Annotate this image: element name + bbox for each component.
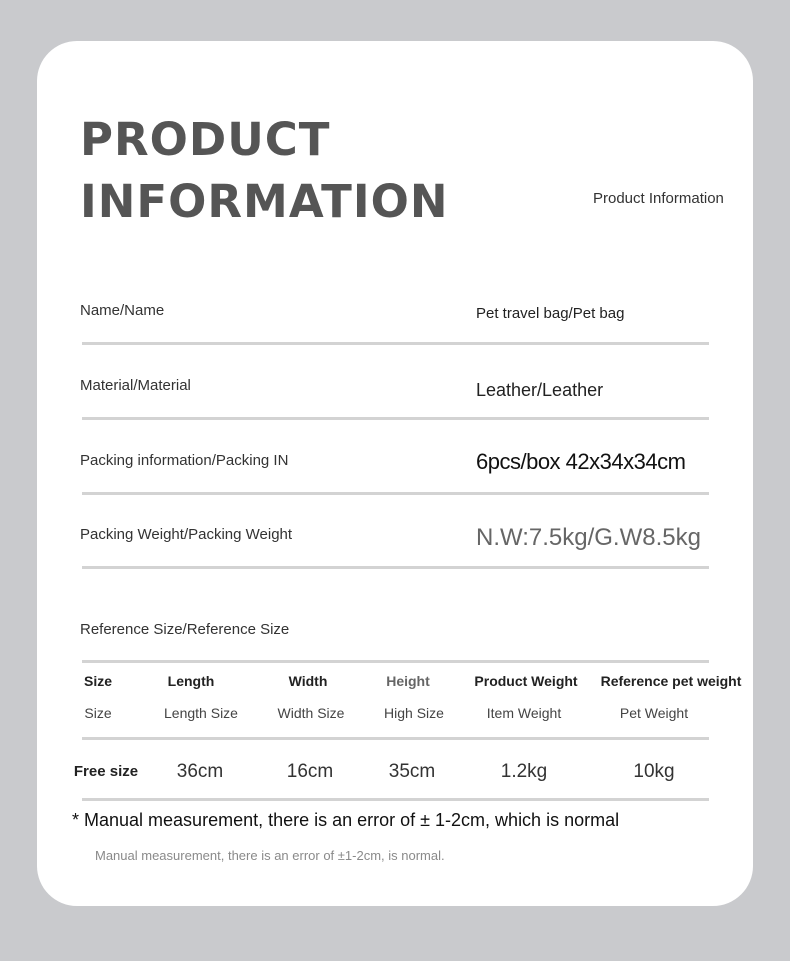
col-subheader-length: Length Size <box>164 705 238 721</box>
col-header-product-weight: Product Weight <box>474 673 578 689</box>
cell-product-weight: 1.2kg <box>500 761 548 782</box>
cell-length: 36cm <box>176 761 224 782</box>
col-header-size: Size <box>83 673 113 689</box>
title-line-1: PRODUCT <box>80 113 331 166</box>
measurement-note-sub: Manual measurement, there is an error of ±1-2cm, is normal. <box>95 848 445 863</box>
page-subtitle: Product Information <box>593 190 724 207</box>
reference-size-label: Reference Size/Reference Size <box>80 621 290 638</box>
material-value: Leather/Leather <box>476 380 604 400</box>
col-header-height: Height <box>386 673 430 689</box>
col-subheader-width: Width Size <box>277 705 345 721</box>
measurement-note: * Manual measurement, there is an error of ± 1-2cm, which is normal <box>72 810 620 830</box>
table-bottom-rule <box>82 798 709 801</box>
material-label: Material/Material <box>80 377 191 394</box>
table-header-rule <box>82 737 709 740</box>
col-subheader-height: High Size <box>384 705 444 721</box>
cell-size: Free size <box>73 763 139 780</box>
name-value: Pet travel bag/Pet bag <box>476 305 625 322</box>
packing-weight-value: N.W:7.5kg/G.W8.5kg <box>476 524 701 551</box>
col-header-pet-weight: Reference pet weight <box>600 673 742 689</box>
cell-height: 35cm <box>388 761 436 782</box>
title-line-2: INFORMATION <box>80 175 449 228</box>
col-header-length: Length <box>167 673 215 689</box>
packing-weight-label: Packing Weight/Packing Weight <box>80 526 293 543</box>
row-divider <box>82 417 709 420</box>
name-label: Name/Name <box>80 302 165 319</box>
col-subheader-size: Size <box>84 705 112 721</box>
table-top-rule <box>82 660 709 663</box>
col-subheader-item-weight: Item Weight <box>486 705 562 721</box>
col-header-width: Width <box>288 673 328 689</box>
col-subheader-pet-weight: Pet Weight <box>619 705 689 721</box>
row-divider <box>82 566 709 569</box>
cell-pet-weight: 10kg <box>633 761 675 782</box>
page-title <box>80 109 449 233</box>
cell-width: 16cm <box>286 761 334 782</box>
row-divider <box>82 492 709 495</box>
product-info-card <box>37 41 753 906</box>
packing-info-label: Packing information/Packing IN <box>80 452 289 469</box>
packing-info-value: 6pcs/box 42x34x34cm <box>476 449 686 474</box>
row-divider <box>82 342 709 345</box>
